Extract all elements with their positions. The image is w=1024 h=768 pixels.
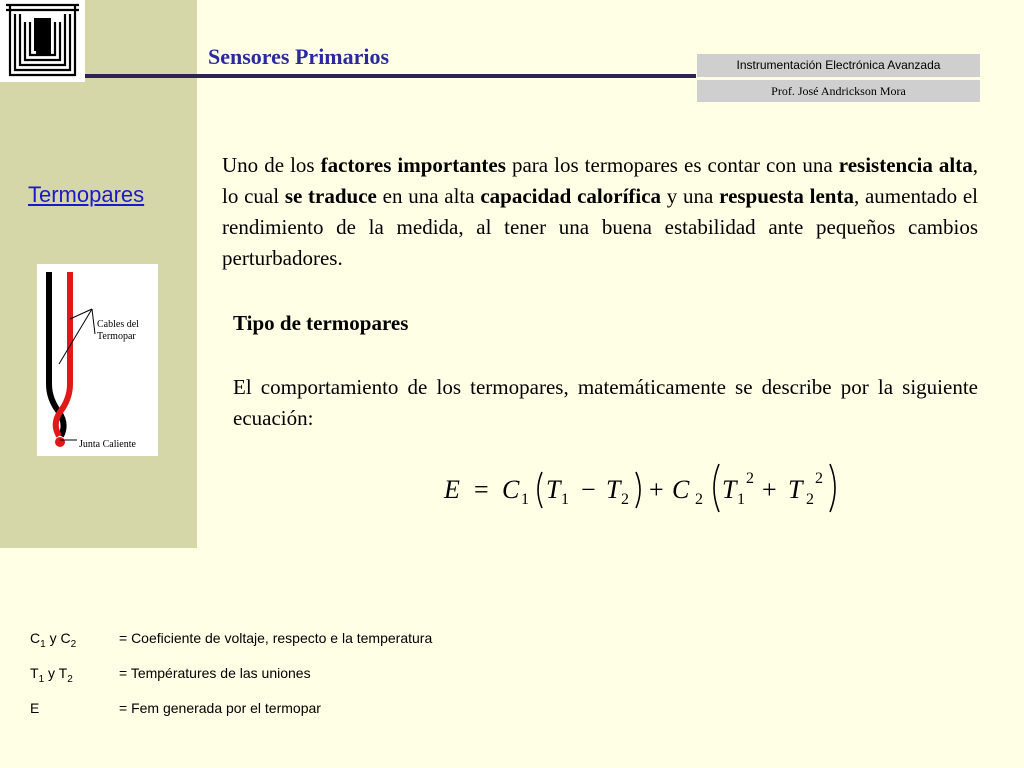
thermocouple-figure (37, 264, 158, 456)
eq-minus: − (581, 475, 596, 504)
def-symbol-1: $T_1$ y $T_2$ (30, 665, 73, 685)
intro-segment-8: y una (661, 184, 720, 208)
intro-paragraph (222, 150, 978, 274)
course-name: Instrumentación Electrónica Avanzada (697, 54, 980, 77)
intro-segment-0: Uno de los (222, 153, 321, 177)
def-text-1: = Températures de las uniones (119, 665, 311, 681)
eq-T1b-sup: 2 (746, 470, 754, 487)
header-divider (85, 74, 696, 78)
equation-intro: El comportamiento de los termopares, matemáticamente se describe por la siguiente ecuación: (233, 375, 978, 430)
section-subtitle: Tipo de termopares (233, 311, 409, 335)
intro-segment-5: se traduce (284, 184, 377, 208)
institution-logo (0, 0, 85, 82)
logo-icon (0, 0, 85, 82)
def-text-2: = Fem generada por el termopar (119, 700, 321, 716)
page-title: Sensores Primarios (208, 44, 390, 69)
intro-segment-2: para los termopares es contar con una (505, 153, 839, 177)
eq-C2-sub: 2 (695, 491, 703, 508)
intro-segment-10: , aumentado el rendimiento de la medida, al tener una buena estabilidad ante pequeños cambios perturbadores. (222, 184, 979, 270)
eq-equals: = (474, 475, 489, 504)
eq-C1: C (502, 475, 520, 504)
eq-T2: T (606, 475, 621, 504)
eq-T1b: T (722, 475, 737, 504)
thermocouple-equation (440, 458, 850, 518)
intro-segment-6: en una alta (376, 184, 481, 208)
intro-segment-9: respuesta lenta (719, 184, 854, 208)
eq-T1-sub: 1 (561, 491, 569, 508)
def-symbol-2: E (30, 700, 40, 716)
intro-segment-1: factores importantes (320, 153, 506, 177)
eq-C2: C (672, 475, 690, 504)
def-symbol-0: $C_1$ y $C_2$ (30, 630, 77, 650)
def-text-0: = Coeficiente de voltaje, respecto e la temperatura (119, 630, 433, 646)
intro-segment-3: resistencia alta (838, 153, 973, 177)
label-cables-line1: Cables del (97, 319, 139, 330)
thermocouple-diagram (37, 264, 158, 456)
eq-T2b-sup: 2 (815, 470, 823, 487)
intro-segment-4: , lo cual (222, 153, 978, 208)
label-junction: Junta Caliente (79, 439, 136, 450)
eq-T1: T (546, 475, 561, 504)
intro-segment-7: capacidad calorífica (480, 184, 662, 208)
topic-link-termopares[interactable]: Termopares (28, 182, 145, 207)
eq-C1-sub: 1 (521, 491, 529, 508)
eq-T2-sub: 2 (621, 491, 629, 508)
eq-plus2: + (762, 475, 777, 504)
professor-name: Prof. José Andrickson Mora (697, 80, 980, 102)
eq-T1b-sub: 1 (737, 491, 745, 508)
eq-E: E (444, 475, 460, 504)
label-cables-line2: Termopar (97, 331, 136, 342)
eq-T2b: T (788, 475, 803, 504)
eq-plus: + (649, 475, 664, 504)
eq-T2b-sub: 2 (806, 491, 814, 508)
